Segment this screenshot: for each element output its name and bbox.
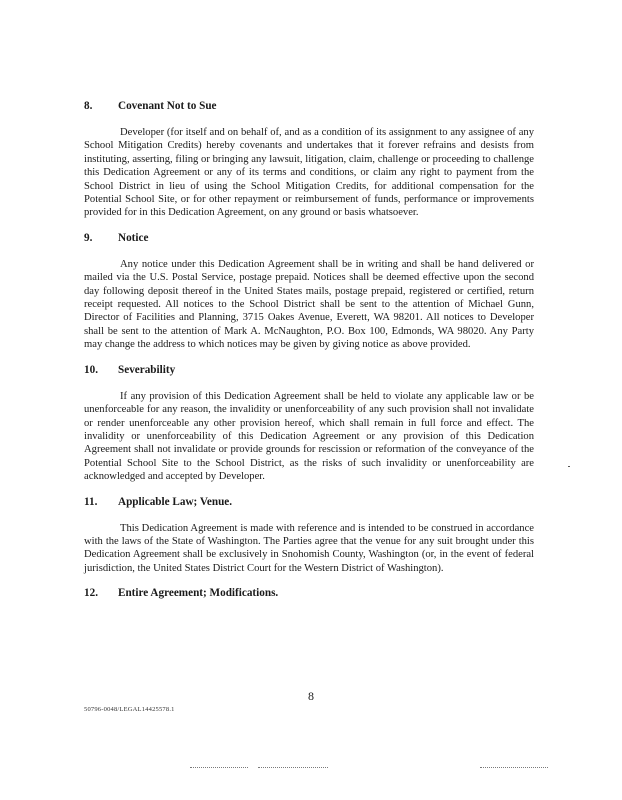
section-number: 8. — [84, 100, 93, 112]
section-title: Covenant Not to Sue — [118, 100, 217, 112]
section-paragraph: Any notice under this Dedication Agreement shall be in writing and shall be hand delivered or mailed via the U.S. Postal Service, postage prepaid. Notices shall be deemed effective upon the second day following deposit thereof in the United States mails, postage prepaid, registered or certified, return receipt requested. All notices to the School District shall be sent to the attention of Michael Gunn, Director of Facilities and Planning, 3715 Oakes Avenue, Everett, WA 98201. All notices to Developer shall be sent to the attention of Mark A. McNaughton, P.O. Box 100, Edmonds, WA 98020. Any Party may change the address to which notices may be given by giving notice as above provided. — [84, 258, 534, 351]
section-heading — [84, 364, 534, 377]
section-number: 9. — [84, 231, 93, 244]
section-title: Applicable Law; Venue. — [118, 495, 233, 508]
section-paragraph: If any provision of this Dedication Agreement shall be held to violate any applicable law or be unenforceable for any reason, the invalidity or unenforceability of any such provision shall not invalidate or render unenforceable any other provision hereof, which shall remain in full force and effect. The invalidity or unenforceability of this Dedication Agreement or any provision of this Dedication Agreement shall not invalidate or provide grounds for rescission or reformation of the conveyance of the Potential School Site to the School District, as the risks of such invalidity or unenforceability are acknowledged and accepted by Developer. — [84, 390, 534, 483]
section-number: 12. — [84, 587, 98, 600]
section-number: 10. — [84, 363, 98, 376]
section-applicable-law-venue — [84, 496, 534, 576]
section-paragraph: This Dedication Agreement is made with reference and is intended to be construed in accordance with the laws of the State of Washington. The Parties agree that the venue for any suit brought under this Dedication Agreement shall be exclusively in Snohomish County, Washington (or, in the event of federal jurisdiction, the United States District Court for the Western District of Washington). — [84, 522, 534, 574]
section-heading — [84, 232, 534, 245]
page-number: 8 — [308, 689, 314, 703]
document-id: 50796-0048/LEGAL14425578.1 — [84, 706, 175, 713]
scan-artifact-line — [480, 767, 548, 768]
scan-artifact-line — [190, 767, 248, 768]
scan-artifact-line — [258, 767, 328, 768]
section-title: Notice — [118, 231, 149, 244]
section-covenant-not-to-sue — [84, 100, 534, 220]
section-entire-agreement — [84, 587, 534, 600]
scan-artifact — [568, 466, 570, 467]
section-notice — [84, 232, 534, 352]
section-paragraph: Developer (for itself and on behalf of, and as a condition of its assignment to any assignee of any School Mitigation Credits) hereby covenants and undertakes that it forever refrains and desists from instituting, asserting, filing or bringing any lawsuit, litigation, claim, challenge or proceeding to challenge this Dedication Agreement or any of its terms and conditions, or claim any right to payment from the School District in lieu of using the School Mitigation Credits, for additional compensation for the Potential School Site, or for other repayment or reimbursement of funds, performance or improvements provided for in this Dedication Agreement, on any ground or basis whatsoever. — [84, 127, 534, 219]
section-heading — [84, 587, 534, 600]
section-heading — [84, 100, 534, 113]
section-heading — [84, 496, 534, 509]
section-number: 11. — [84, 495, 98, 508]
section-title: Entire Agreement; Modifications. — [118, 587, 279, 600]
document-body — [84, 100, 534, 613]
section-severability — [84, 364, 534, 484]
section-title: Severability — [118, 363, 176, 376]
